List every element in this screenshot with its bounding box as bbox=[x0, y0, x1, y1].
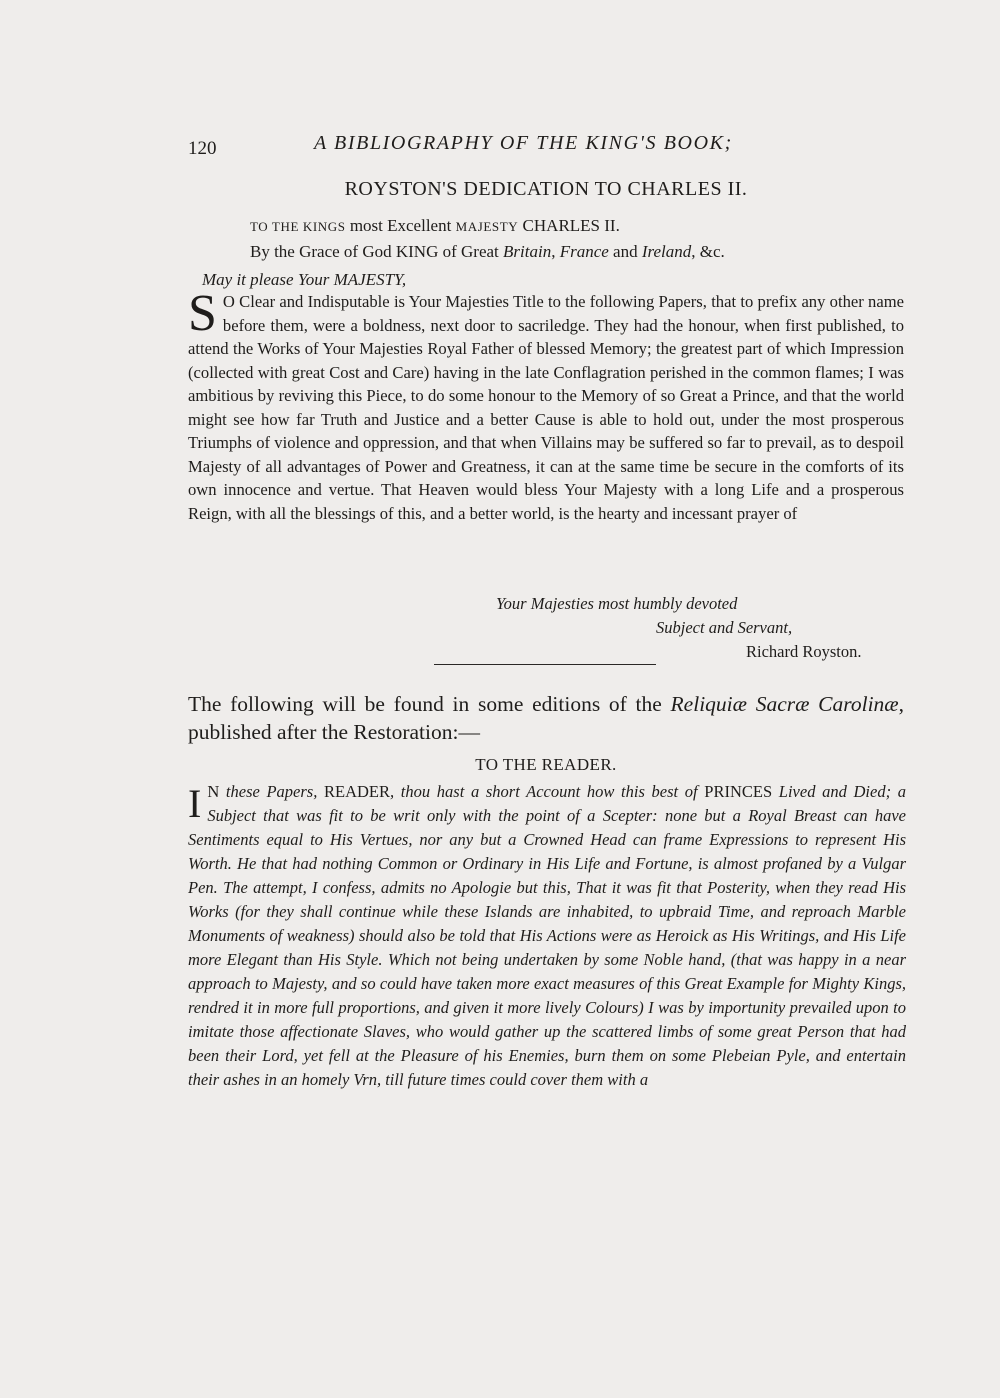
dedication-address bbox=[250, 216, 620, 236]
intro-book-title: Reliquiæ Sacræ Carolinæ bbox=[670, 692, 899, 716]
reader-text-2: , thou hast a short Account how this best of bbox=[390, 782, 705, 801]
section-divider bbox=[434, 664, 656, 665]
section-intro bbox=[188, 690, 904, 746]
reader-n: N bbox=[207, 782, 220, 801]
majesty-small-caps: MAJESTY bbox=[455, 219, 519, 234]
grace-france: France bbox=[559, 242, 609, 261]
grace-text-2: , bbox=[551, 242, 560, 261]
intro-text-1: The following will be found in some editions of the bbox=[188, 692, 671, 716]
reader-text-3: Lived and Died; a Subject that was fit to be writ only with the point of a Scepter: none but a Royal Breast can have Sentiments equal to His Vertues, nor any but a Crowned Head can frame Expressions to represent His Worth. He that had nothing Common or Ordinary in His Life and Fortune, is almost profaned by a Vulgar Pen. The attempt, I confess, admits no Apologie but this, That it was fit that Posterity, when they read His Works (for they shall continue while these Islands are inhabited, to upbraid Time, and reproach Marble Monuments of weakness) should also be told that His Actions were as Heroick as His Writings, and His Life more Elegant than His Style. Which not being undertaken by some Noble hand, (that was happy in a near approach to Majesty, and so could have taken more exact measures of this Great Example for Mighty Kings, rendred it in more full proportions, and given it more lively Colours) I was by importunity prevailed upon to imitate those affectionate Slaves, who would gather up the scattered limbs of some great Person that had been their Lord, yet fell at the Pleasure of his Enemies, burn them on some Plebeian Pyle, and entertain their ashes in an homely Vrn, till future times could cover them with a bbox=[188, 782, 906, 1089]
reader-word: READER bbox=[324, 782, 390, 801]
grace-line bbox=[250, 242, 725, 262]
dedication-paragraph: O Clear and Indisputable is Your Majesties Title to the following Papers, that to prefix any other name before them, were a boldness, next door to sacriledge. They had the honour, when first published, to attend the Works of Your Majesties Royal Father of blessed Memory; the greatest part of which Impression (collected with great Cost and Care) having in the late Conflagration perished in the common flames; I was ambitious by reviving this Piece, to do some honour to the Memory of so Great a Prince, and that the world might see how far Truth and Justice and a better Cause is able to hold out, under the most prosperous Triumphs of violence and oppression, and that when Villains may be suffered so far to prevail, as to despoil Majesty of all advantages of Power and Greatness, it can at the same time be secure in the comforts of its own innocence and vertue. That Heaven would bless Your Majesty with a long Life and a prosperous Reign, with all the blessings of this, and a better world, is the hearty and incessant prayer of bbox=[188, 292, 904, 523]
reader-drop-cap: I bbox=[188, 781, 202, 826]
dedication-body bbox=[188, 285, 904, 525]
salutation: May it please Your MAJESTY, bbox=[202, 270, 407, 289]
intro-text-2: , published after the Restoration:— bbox=[188, 692, 905, 744]
closing-line-1: Your Majesties most humbly devoted bbox=[496, 594, 738, 613]
grace-ireland: Ireland bbox=[641, 242, 692, 261]
closing-line-2: Subject and Servant, bbox=[656, 618, 793, 637]
grace-text-3: and bbox=[608, 242, 642, 261]
reader-body bbox=[188, 780, 906, 1092]
reader-text-1: these Papers, bbox=[219, 782, 324, 801]
reader-princes: PRINCES bbox=[704, 782, 773, 801]
drop-cap: S bbox=[188, 285, 217, 342]
running-title: A BIBLIOGRAPHY OF THE KING'S BOOK; bbox=[314, 132, 733, 154]
page-number: 120 bbox=[188, 138, 217, 159]
reader-heading: TO THE READER. bbox=[475, 755, 617, 774]
address-text-1: most Excellent bbox=[345, 216, 456, 235]
running-header bbox=[188, 132, 904, 162]
dedication-title: ROYSTON'S DEDICATION TO CHARLES II. bbox=[344, 178, 748, 200]
grace-text-4: , &c. bbox=[691, 242, 725, 261]
address-text-2: CHARLES II. bbox=[518, 216, 620, 235]
grace-text-1: By the Grace of God KING of Great bbox=[250, 242, 504, 261]
signature: Richard Royston. bbox=[746, 642, 862, 661]
grace-britain: Britain bbox=[503, 242, 552, 261]
address-small-caps: TO THE KINGS bbox=[250, 219, 346, 234]
